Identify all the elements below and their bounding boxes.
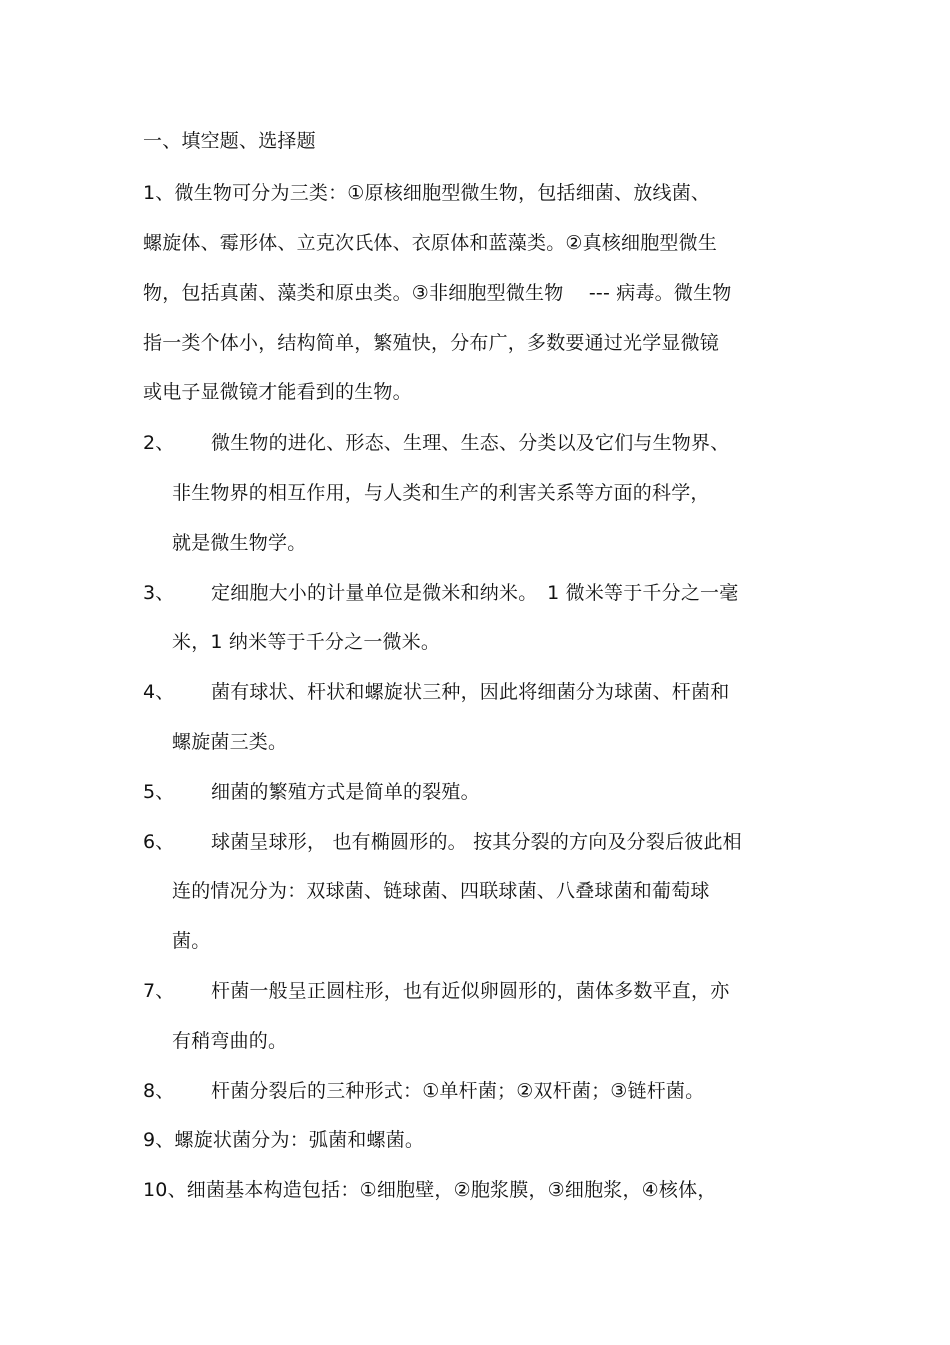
item-3-line-2: 米，1 纳米等于千分之一微米。 <box>172 631 441 653</box>
item-2-line-1: 微生物的进化、形态、生理、生态、分类以及它们与生物界、 <box>211 432 730 454</box>
item-9-line-1 <box>143 1128 424 1152</box>
item-8-line-1: 杆菌分裂后的三种形式：①单杆菌；②双杆菌；③链杆菌。 <box>211 1080 705 1102</box>
item-7-line-1: 杆菌一般呈正圆柱形，也有近似卵圆形的，菌体多数平直，亦 <box>211 980 730 1002</box>
item-text: 微生物可分为三类：①原核细胞型微生物，包括细菌、放线菌、 <box>174 182 711 204</box>
item-number: 1、 <box>143 182 175 204</box>
item-3-line-1: 定细胞大小的计量单位是微米和纳米。 1 微米等于千分之一毫 <box>211 582 739 604</box>
item-4-line-1: 菌有球状、杆状和螺旋状三种，因此将细菌分为球菌、杆菌和 <box>211 681 730 703</box>
item-1-line-4: 指一类个体小，结构简单，繁殖快，分布广，多数要通过光学显微镜 <box>143 332 720 354</box>
item-6-line-3: 菌。 <box>172 930 211 952</box>
item-7-number: 7、 <box>143 980 175 1002</box>
item-8-number: 8、 <box>143 1080 175 1102</box>
item-number: 9、 <box>143 1129 175 1151</box>
item-2-line-2: 非生物界的相互作用，与人类和生产的利害关系等方面的科学， <box>172 482 710 504</box>
item-6-line-1: 球菌呈球形， 也有椭圆形的。 按其分裂的方向及分裂后彼此相 <box>211 831 742 853</box>
item-4-line-2: 螺旋菌三类。 <box>172 731 288 753</box>
item-1-line-3: 物，包括真菌、藻类和原虫类。③非细胞型微生物 --- 病毒。微生物 <box>143 282 732 304</box>
item-5-line-1: 细菌的繁殖方式是简单的裂殖。 <box>211 781 480 803</box>
item-2-number: 2、 <box>143 432 175 454</box>
section-heading: 一、填空题、选择题 <box>143 130 316 152</box>
item-1-line-1 <box>143 181 710 205</box>
item-6-number: 6、 <box>143 831 175 853</box>
item-1-line-5: 或电子显微镜才能看到的生物。 <box>143 381 412 403</box>
item-text: 细菌基本构造包括：①细胞壁，②胞浆膜，③细胞浆，④核体， <box>186 1179 717 1201</box>
item-text: 螺旋状菌分为：弧菌和螺菌。 <box>174 1129 425 1151</box>
item-number: 10、 <box>143 1179 187 1201</box>
item-6-line-2: 连的情况分为：双球菌、链球菌、四联球菌、八叠球菌和葡萄球 <box>172 880 710 902</box>
item-5-number: 5、 <box>143 781 175 803</box>
item-3-number: 3、 <box>143 582 175 604</box>
item-7-line-2: 有稍弯曲的。 <box>172 1030 288 1052</box>
item-2-line-3: 就是微生物学。 <box>172 532 307 554</box>
item-4-number: 4、 <box>143 681 175 703</box>
item-10-line-1 <box>143 1178 717 1202</box>
item-1-line-2: 螺旋体、霉形体、立克次氏体、衣原体和蓝藻类。②真核细胞型微生 <box>143 232 718 254</box>
